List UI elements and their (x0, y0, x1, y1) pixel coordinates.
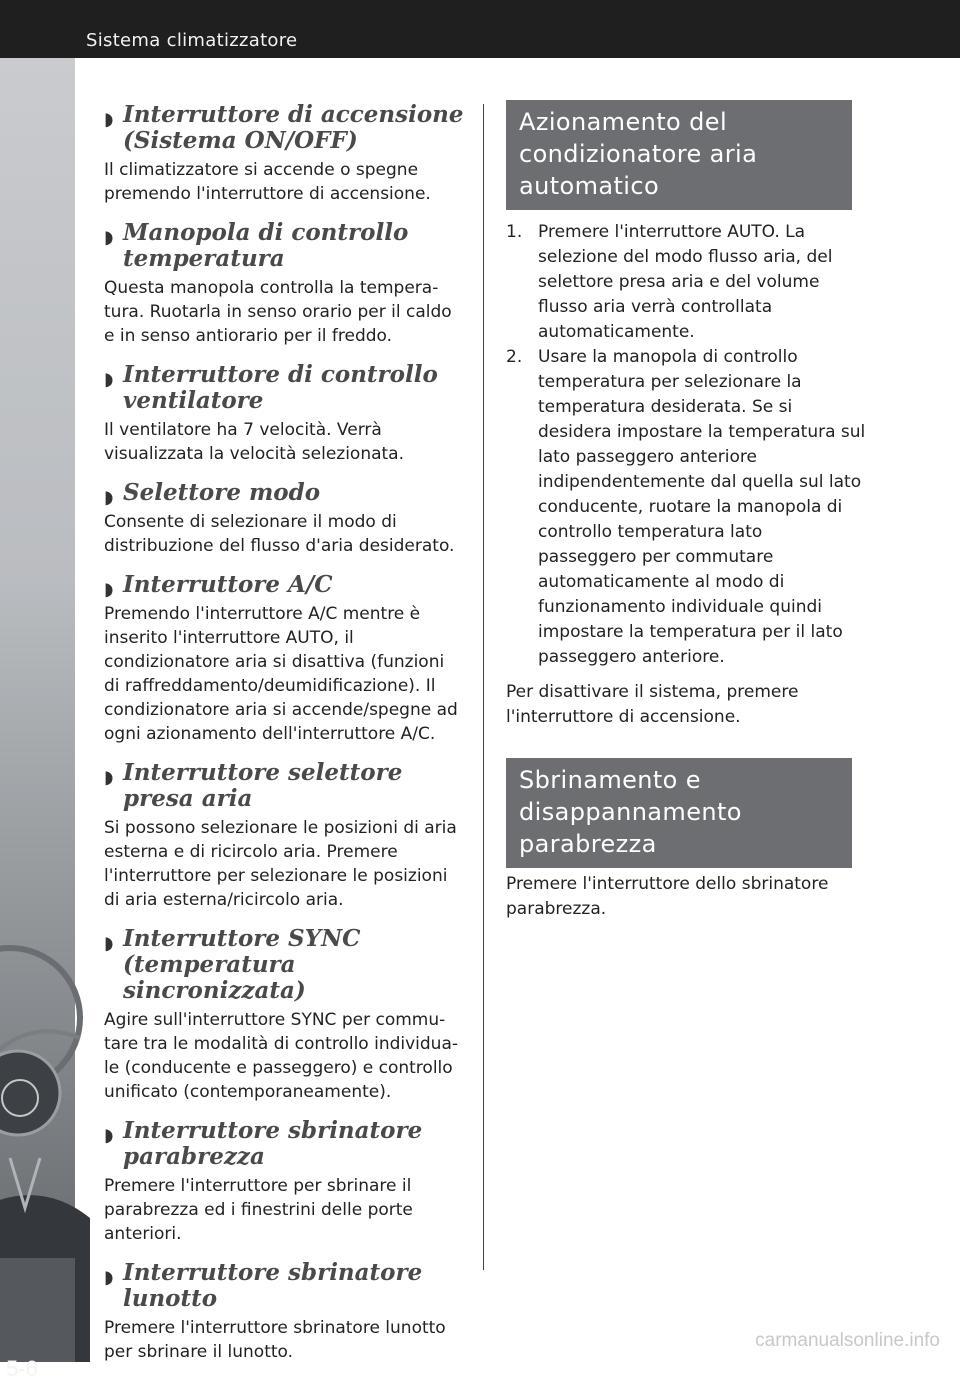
section-body: Il climatizzatore si accende o spegne premendo l'interruttore di accensione. (104, 160, 431, 204)
steps-list (506, 220, 866, 670)
section-body: Premendo l'interruttore A/C mentre è inserito l'interruttore AUTO, il condizionatore aria si disattiva (funzioni di raffreddamento/deumidificazione). Il condizionatore aria si accende/spegne ad ogni azionamento dell'interruttore A/C. (104, 604, 458, 744)
header-title: Sistema climatizzatore (86, 30, 298, 51)
section-power-switch (104, 102, 464, 206)
section-body: Si possono selezionare le posizioni di aria esterna e di ricircolo aria. Premere l'interruttore per selezionare le posizioni di aria esterna/ricircolo aria. (104, 818, 457, 910)
section-mode-selector (104, 480, 464, 558)
bullet-marker-icon: ◗ (104, 369, 114, 390)
paragraph: Per disattivare il sistema, premere l'interruttore di accensione. (506, 682, 799, 727)
section-heading: ◗ Interruttore A/C (104, 572, 464, 598)
paragraph: Premere l'interruttore dello sbrinatore parabrezza. (506, 874, 829, 919)
section-temperature-dial (104, 220, 464, 348)
section-body: Il ventilatore ha 7 velocità. Verrà visualizzata la velocità selezionata. (104, 420, 404, 464)
section-heading: ◗ Interruttore di controllo ventilatore (104, 361, 438, 414)
section-heading: ◗ Interruttore sbrinatore parabrezza (104, 1117, 423, 1170)
steering-wheel-icon (0, 58, 75, 1362)
column-divider (483, 104, 484, 1270)
page-number: 5-6 (6, 1356, 38, 1381)
section-heading: ◗ Interruttore sbrinatore lunotto (104, 1259, 423, 1312)
left-column (104, 102, 464, 1378)
section-fan-control (104, 362, 464, 466)
section-body: Consente di selezionare il modo di distribuzione del flusso d'aria desiderato. (104, 512, 455, 556)
section-ac-switch (104, 572, 464, 746)
list-item: 1. Premere l'interruttore AUTO. La selezione del modo flusso aria, del selettore presa aria e del volume flusso aria verrà controllata automaticamente. (506, 222, 833, 342)
section-heading: ◗ Selettore modo (104, 480, 464, 506)
section-body: Premere l'interruttore per sbrinare il parabrezza ed i finestrini delle porte anteriori. (104, 1176, 413, 1244)
section-rear-defroster (104, 1260, 464, 1364)
list-item: 2. Usare la manopola di controllo temperatura per selezionare la temperatura desiderata. Se si desidera impostare la temperatura sul lato passeggero anteriore indipendentemente dal quella sul lato conducente, ruotare la manopola di controllo temperatura lato passeggero per commutare automaticamente al modo di funzionamento individuale quindi impostare la temperatura per il lato passeggero anteriore. (506, 347, 866, 667)
bullet-marker-icon: ◗ (104, 767, 114, 788)
section-heading: ◗ Interruttore selettore presa aria (104, 759, 403, 812)
section-body: Premere l'interruttore sbrinatore lunotto per sbrinare il lunotto. (104, 1318, 446, 1362)
bullet-marker-icon: ◗ (104, 487, 114, 508)
right-column (506, 100, 866, 922)
bullet-marker-icon: ◗ (104, 933, 114, 954)
section-heading: ◗ Interruttore di accensione (Sistema ON/OFF) (104, 101, 464, 154)
sidebar-steering-wheel-image (0, 58, 75, 1381)
section-body: Questa manopola controlla la tempera-tura. Ruotarla in senso orario per il caldo e in senso antiorario per il freddo. (104, 278, 452, 346)
section-air-intake (104, 760, 464, 912)
section-body: Agire sull'interruttore SYNC per commu-tare tra le modalità di controllo individua-le (conducente e passeggero) e controllo unificato (contemporaneamente). (104, 1010, 459, 1102)
section-title-box: Sbrinamento e disappannamento parabrezza (506, 758, 852, 868)
bullet-marker-icon: ◗ (104, 579, 114, 600)
bullet-marker-icon: ◗ (104, 1267, 114, 1288)
watermark: carmanualsonline.info (755, 1330, 940, 1351)
section-heading: ◗ Manopola di controllo temperatura (104, 219, 409, 272)
section-windshield-defroster (104, 1118, 464, 1246)
bullet-marker-icon: ◗ (104, 109, 114, 130)
section-heading: ◗ Interruttore SYNC (temperatura sincronizzata) (104, 925, 361, 1004)
header-bar (0, 0, 960, 58)
section-sync-switch (104, 926, 464, 1104)
bullet-marker-icon: ◗ (104, 227, 114, 248)
bullet-marker-icon: ◗ (104, 1125, 114, 1146)
section-title-box: Azionamento del condizionatore aria automatico (506, 100, 852, 210)
